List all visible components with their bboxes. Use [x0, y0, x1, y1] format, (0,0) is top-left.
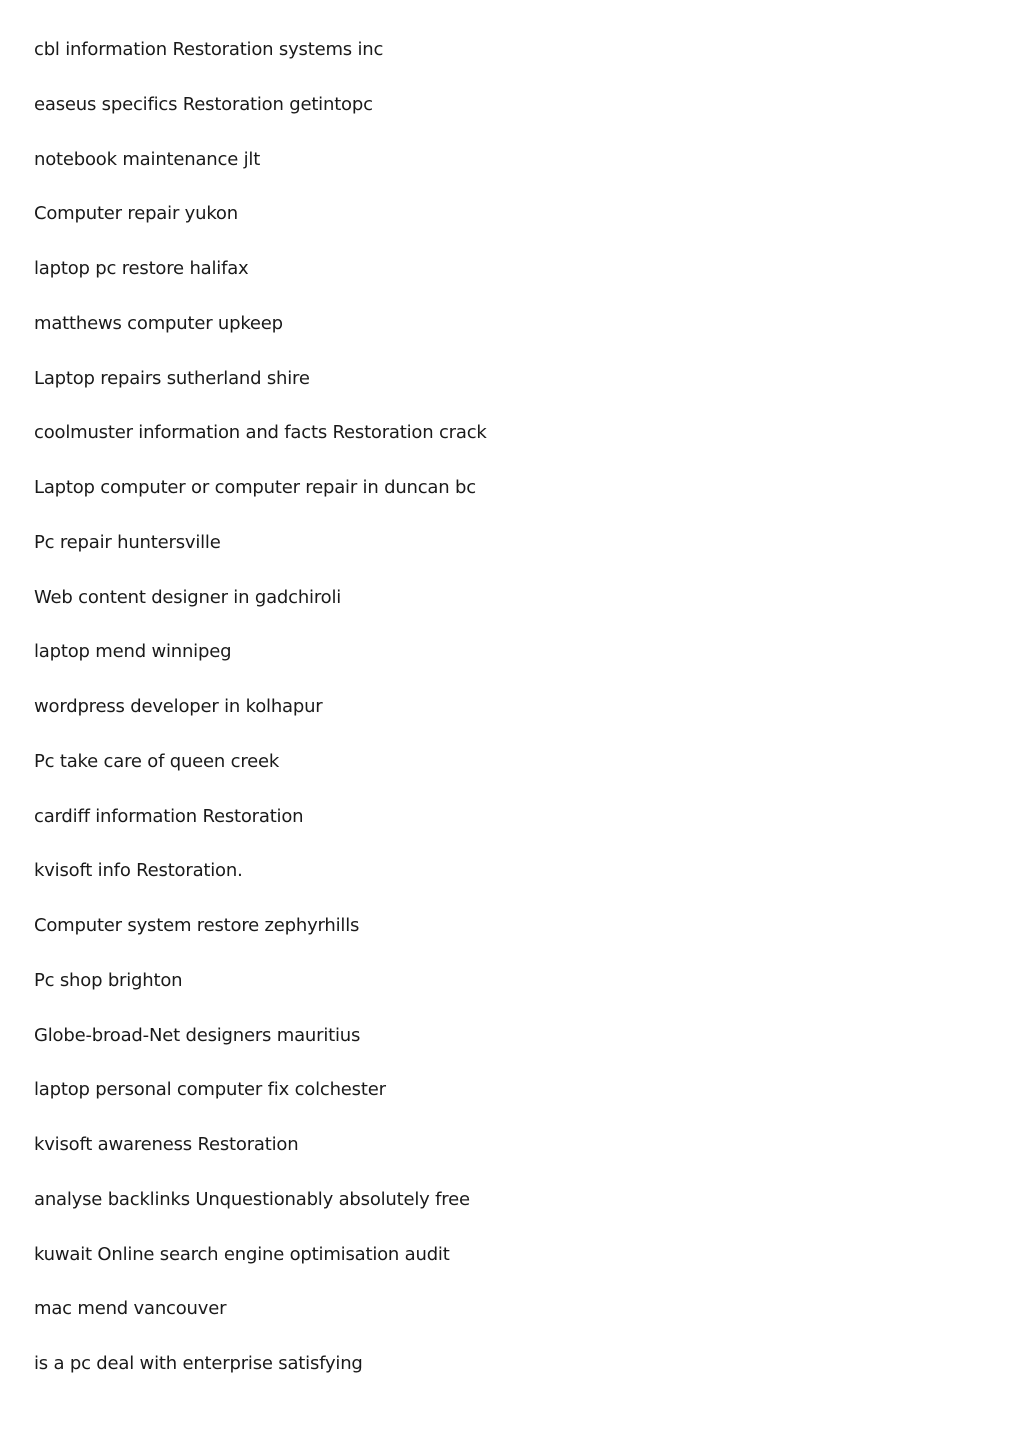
list-item: Pc take care of queen creek	[34, 750, 280, 772]
list-item: cardiff information Restoration	[34, 805, 304, 827]
list-item: laptop pc restore halifax	[34, 258, 249, 279]
list-item: laptop mend winnipeg	[34, 641, 232, 663]
entry-list	[34, 36, 487, 1405]
list-item: matthews computer upkeep	[34, 312, 283, 334]
list-item: laptop personal computer fix colchester	[34, 1079, 386, 1101]
list-item: is a pc deal with enterprise satisfying	[34, 1353, 363, 1374]
list-item: Computer repair yukon	[34, 203, 238, 225]
list-item: Computer system restore zephyrhills	[34, 915, 360, 936]
list-item: kuwait Online search engine optimisation audit	[34, 1243, 450, 1265]
list-item: coolmuster information and facts Restoration crack	[34, 422, 487, 444]
list-item: Laptop computer or computer repair in duncan bc	[34, 477, 476, 498]
list-item: Laptop repairs sutherland shire	[34, 367, 310, 389]
list-item: Pc repair huntersville	[34, 531, 221, 553]
list-item: easeus specifics Restoration getintopc	[34, 93, 373, 115]
list-item: Web content designer in gadchiroli	[34, 586, 342, 608]
list-item: mac mend vancouver	[34, 1298, 227, 1320]
list-item: wordpress developer in kolhapur	[34, 696, 323, 717]
list-item: Globe-broad-Net designers mauritius	[34, 1024, 361, 1046]
list-item: cbl information Restoration systems inc	[34, 39, 384, 60]
list-item: Pc shop brighton	[34, 969, 183, 991]
list-item: kvisoft info Restoration.	[34, 860, 243, 882]
list-item: analyse backlinks Unquestionably absolutely free	[34, 1188, 470, 1210]
list-item: kvisoft awareness Restoration	[34, 1134, 299, 1155]
list-item: notebook maintenance jlt	[34, 148, 261, 170]
